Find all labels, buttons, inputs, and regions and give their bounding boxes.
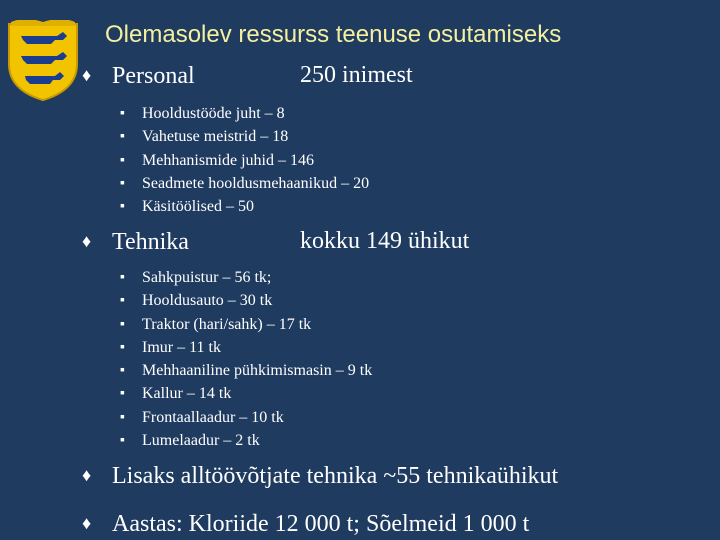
bullet-lisaks-text: Lisaks alltöövõtjate tehnika ~55 tehnikaühikut (112, 463, 559, 489)
list-item: ▪ Sahkpuistur – 56 tk; (120, 266, 372, 289)
diamond-bullet-icon: ♦ (82, 231, 92, 251)
diamond-bullet-icon: ♦ (82, 513, 92, 533)
list-item: ▪ Hooldusauto – 30 tk (120, 289, 372, 312)
bullet-personal-label: Personal (112, 63, 195, 89)
bullet-personal (82, 60, 413, 91)
square-bullet-icon: ▪ (120, 152, 125, 168)
personal-list (120, 102, 369, 218)
list-item: ▪ Lumelaadur – 2 tk (120, 429, 372, 452)
page-title: Olemasolev ressurss teenuse osutamiseks (105, 21, 562, 48)
square-bullet-icon: ▪ (120, 106, 125, 121)
list-item: ▪ Vahetuse meistrid – 18 (120, 125, 369, 148)
list-item: ▪ Traktor (hari/sahk) – 17 tk (120, 313, 372, 336)
list-item: ▪ Käsitöölised – 50 (120, 195, 369, 218)
square-bullet-icon: ▪ (120, 293, 125, 309)
list-item: ▪ Kallur – 14 tk (120, 382, 372, 405)
list-item: ▪ Mehhaaniline pühkimismasin – 9 tk (120, 359, 372, 382)
bullet-tehnika-label: Tehnika (112, 229, 189, 255)
tehnika-list (120, 266, 372, 452)
list-item: ▪ Imur – 11 tk (120, 336, 372, 359)
bullet-tehnika-extra: kokku 149 ühikut (300, 228, 470, 254)
square-bullet-icon: ▪ (120, 386, 125, 402)
square-bullet-icon: ▪ (120, 363, 125, 379)
square-bullet-icon: ▪ (120, 339, 125, 355)
bullet-aastas-text: Aastas: Kloriide 12 000 t; Sõelmeid 1 000 t (112, 511, 530, 537)
square-bullet-icon: ▪ (120, 270, 125, 285)
list-item: ▪ Mehhanismide juhid – 146 (120, 149, 369, 172)
square-bullet-icon: ▪ (120, 409, 125, 425)
coat-of-arms-icon (5, 20, 81, 102)
bullet-aastas (82, 508, 529, 539)
diamond-bullet-icon: ♦ (82, 465, 92, 485)
square-bullet-icon: ▪ (120, 316, 125, 332)
square-bullet-icon: ▪ (120, 433, 125, 449)
list-item: ▪ Frontaallaadur – 10 tk (120, 406, 372, 429)
bullet-personal-extra: 250 inimest (300, 62, 413, 88)
square-bullet-icon: ▪ (120, 199, 125, 215)
list-item: ▪ Hooldustööde juht – 8 (120, 102, 369, 125)
bullet-lisaks (82, 460, 558, 491)
square-bullet-icon: ▪ (120, 129, 125, 145)
bullet-tehnika (82, 226, 470, 257)
list-item: ▪ Seadmete hooldusmehaanikud – 20 (120, 172, 369, 195)
square-bullet-icon: ▪ (120, 175, 125, 191)
diamond-bullet-icon: ♦ (82, 65, 92, 85)
